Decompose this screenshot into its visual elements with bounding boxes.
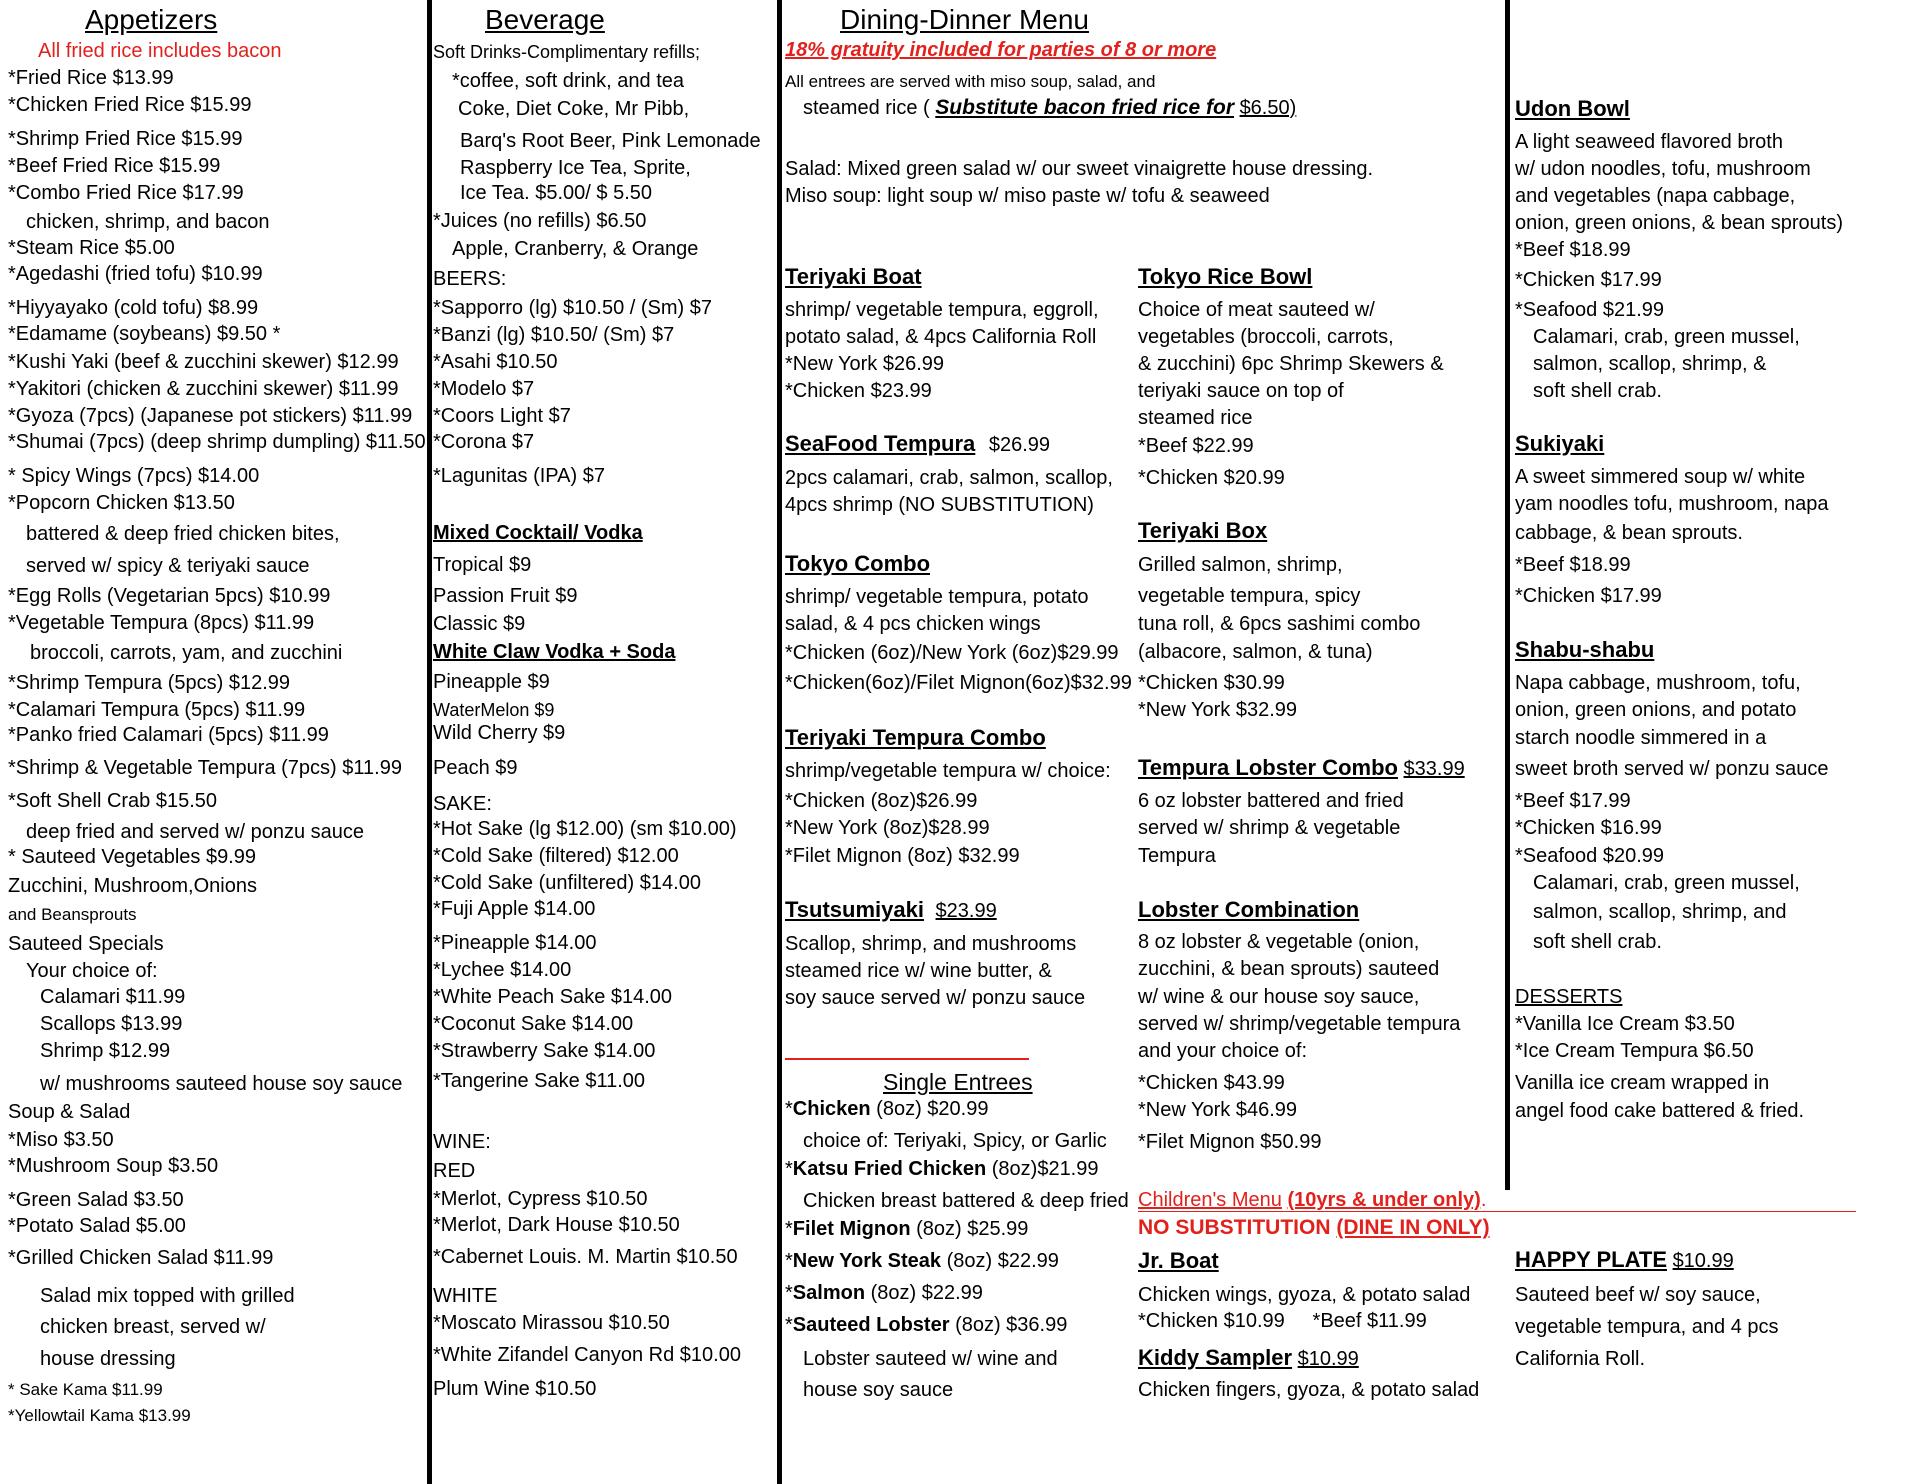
dish-desc: sweet broth served w/ ponzu sauce: [1515, 758, 1829, 780]
dish-desc: Chicken wings, gyoza, & potato salad: [1138, 1284, 1471, 1306]
dish-heading: [785, 432, 1050, 457]
dish-desc: vegetable tempura, spicy: [1138, 585, 1361, 607]
dish-desc: soft shell crab.: [1533, 380, 1662, 402]
dish-price: *Seafood $20.99: [1515, 845, 1665, 867]
dish-desc: Vanilla ice cream wrapped in: [1515, 1072, 1770, 1094]
dish-price: *Chicken (6oz)/New York (6oz)$29.99: [785, 642, 1119, 664]
menu-item: *Merlot, Dark House $10.50: [433, 1214, 680, 1236]
menu-item: * Sauteed Vegetables $9.99: [8, 846, 256, 868]
dish-price: *Filet Mignon (8oz) $32.99: [785, 845, 1020, 867]
section-heading: DESSERTS: [1515, 986, 1623, 1008]
dish-desc: steamed rice w/ wine butter, &: [785, 960, 1052, 982]
entree: [785, 1249, 1059, 1273]
entree-price: (8oz) $25.99: [916, 1218, 1029, 1240]
menu-item: Scallops $13.99: [40, 1013, 183, 1035]
entree-desc: Lobster sauteed w/ wine and: [803, 1348, 1058, 1370]
dish-title: Tokyo Rice Bowl: [1138, 264, 1313, 289]
dish-heading: [1138, 1346, 1359, 1371]
dish-desc: Scallop, shrimp, and mushrooms: [785, 933, 1077, 955]
dish-title: Udon Bowl: [1515, 96, 1630, 121]
no-substitution-note: [1138, 1216, 1490, 1240]
dish-title: SeaFood Tempura: [785, 431, 976, 456]
dish-desc: vegetable tempura, and 4 pcs: [1515, 1316, 1779, 1338]
dish-desc: salmon, scallop, shrimp, and: [1533, 901, 1787, 923]
dish-desc: 8 oz lobster & vegetable (onion,: [1138, 931, 1420, 953]
dish-desc: shrimp/ vegetable tempura, eggroll,: [785, 299, 1099, 321]
dish-title: Tsutsumiyaki: [785, 897, 924, 922]
dish-price: *New York $26.99: [785, 353, 945, 375]
dish-desc: w/ wine & our house soy sauce,: [1138, 986, 1420, 1008]
dish-desc: cabbage, & bean sprouts.: [1515, 522, 1743, 544]
dish-desc: and your choice of:: [1138, 1040, 1307, 1062]
dish-price: *Beef $17.99: [1515, 790, 1631, 812]
dish-desc: salad, & 4 pcs chicken wings: [785, 613, 1041, 635]
dish-desc: Chicken fingers, gyoza, & potato salad: [1138, 1379, 1480, 1401]
dish-desc: shrimp/vegetable tempura w/ choice:: [785, 760, 1111, 782]
dish-desc: starch noodle simmered in a: [1515, 727, 1767, 749]
menu-item: *Shumai (7pcs) (deep shrimp dumpling) $11.50: [8, 431, 426, 453]
dish-heading: [785, 898, 997, 923]
menu-item-desc: Your choice of:: [26, 960, 158, 982]
dish-desc: and vegetables (napa cabbage,: [1515, 185, 1796, 207]
menu-item: *Egg Rolls (Vegetarian 5pcs) $10.99: [8, 585, 331, 607]
dish-title: Jr. Boat: [1138, 1248, 1219, 1273]
menu-item-desc: battered & deep fried chicken bites,: [26, 523, 340, 545]
menu-item-desc: *coffee, soft drink, and tea: [452, 70, 685, 92]
menu-item-desc: and Beansprouts: [8, 905, 137, 924]
menu-item: *Cabernet Louis. M. Martin $10.50: [433, 1246, 738, 1268]
menu-item: *Lychee $14.00: [433, 959, 572, 981]
dish-price: *Chicken $10.99 *Beef $11.99: [1138, 1310, 1427, 1332]
entree-name: Salmon: [792, 1282, 866, 1304]
menu-item: * Spicy Wings (7pcs) $14.00: [8, 465, 260, 487]
section-heading: WHITE: [433, 1285, 498, 1307]
menu-item: *Kushi Yaki (beef & zucchini skewer) $12.99: [8, 351, 399, 373]
menu-item: *Merlot, Cypress $10.50: [433, 1188, 648, 1210]
menu-item-desc: Salad mix topped with grilled: [40, 1285, 295, 1307]
dish-desc: Calamari, crab, green mussel,: [1533, 326, 1800, 348]
section-heading: SAKE:: [433, 793, 492, 815]
menu-item: *Grilled Chicken Salad $11.99: [8, 1247, 274, 1269]
section-heading: Mixed Cocktail/ Vodka: [433, 522, 643, 544]
menu-item-desc: Coke, Diet Coke, Mr Pibb,: [458, 98, 690, 120]
dish-price: *Chicken $30.99: [1138, 672, 1285, 694]
dish-desc: A light seaweed flavored broth: [1515, 131, 1783, 153]
menu-item: * Sake Kama $11.99: [8, 1380, 163, 1399]
dish-desc: Tempura: [1138, 845, 1216, 867]
dish-desc: teriyaki sauce on top of: [1138, 380, 1344, 402]
dish-desc: Calamari, crab, green mussel,: [1533, 872, 1800, 894]
dish-desc: Choice of meat sauteed w/: [1138, 299, 1375, 321]
dish-title: Shabu-shabu: [1515, 637, 1655, 662]
dish-desc: onion, green onions, & bean sprouts): [1515, 212, 1843, 234]
dish-price: *Filet Mignon $50.99: [1138, 1131, 1322, 1153]
divider: [785, 1058, 1029, 1060]
menu-item: Ice Tea. $5.00/ $ 5.50: [460, 182, 653, 204]
menu-item: *Banzi (lg) $10.50/ (Sm) $7: [433, 324, 675, 346]
menu-item: *Beef Fried Rice $15.99: [8, 155, 221, 177]
dish-desc: tuna roll, & 6pcs sashimi combo: [1138, 613, 1421, 635]
bacon-substitute-price: $6.50): [1239, 97, 1297, 119]
dish-desc: (albacore, salmon, & tuna): [1138, 641, 1373, 663]
menu-item: *Calamari Tempura (5pcs) $11.99: [8, 699, 306, 721]
entree-star: *: [785, 1158, 793, 1180]
dish-desc: & zucchini) 6pc Shrimp Skewers &: [1138, 353, 1444, 375]
menu-item: *Edamame (soybeans) $9.50 *: [8, 323, 281, 345]
menu-item: *Corona $7: [433, 431, 535, 453]
section-heading: WINE:: [433, 1131, 491, 1153]
menu-item: *Hot Sake (lg $12.00) (sm $10.00): [433, 818, 737, 840]
dish-title: Kiddy Sampler: [1138, 1345, 1293, 1370]
menu-item: *Shrimp & Vegetable Tempura (7pcs) $11.99: [8, 757, 402, 779]
section-heading: White Claw Vodka + Soda: [433, 641, 676, 663]
menu-item: *Juices (no refills) $6.50: [433, 210, 647, 232]
no-substitution: NO SUBSTITUTION: [1138, 1216, 1331, 1239]
menu-item: Pineapple $9: [433, 671, 550, 693]
dish-desc: A sweet simmered soup w/ white: [1515, 466, 1806, 488]
menu-item: Classic $9: [433, 613, 526, 635]
menu-item: *Lagunitas (IPA) $7: [433, 465, 605, 487]
menu-item: Shrimp $12.99: [40, 1040, 171, 1062]
menu-item: Tropical $9: [433, 554, 532, 576]
entree-name: Sauteed Lobster: [792, 1314, 950, 1336]
childrens-menu-heading: [1138, 1188, 1486, 1212]
menu-item: *Popcorn Chicken $13.50: [8, 492, 235, 514]
dish-price: *Ice Cream Tempura $6.50: [1515, 1040, 1754, 1062]
menu-item: Plum Wine $10.50: [433, 1378, 597, 1400]
entree-name: Katsu Fried Chicken: [792, 1158, 987, 1180]
dish-desc: served w/ shrimp & vegetable: [1138, 817, 1401, 839]
menu-item-desc: deep fried and served w/ ponzu sauce: [26, 821, 364, 843]
menu-item: *Pineapple $14.00: [433, 932, 597, 954]
dinner-title: Dining-Dinner Menu: [840, 4, 1090, 35]
menu-item: *Combo Fried Rice $17.99: [8, 182, 244, 204]
menu-item: *Moscato Mirassou $10.50: [433, 1312, 670, 1334]
dish-title: HAPPY PLATE: [1515, 1247, 1667, 1272]
menu-item: *Hiyyayako (cold tofu) $8.99: [8, 297, 259, 319]
dish-price: *Chicken(6oz)/Filet Mignon(6oz)$32.99: [785, 672, 1132, 694]
menu-item: *Cold Sake (unfiltered) $14.00: [433, 872, 701, 894]
entree-name: Filet Mignon: [792, 1218, 911, 1240]
dinner-intro-part: steamed rice (: [803, 97, 930, 119]
dish-desc: 4pcs shrimp (NO SUBSTITUTION): [785, 494, 1094, 516]
menu-item: Calamari $11.99: [40, 986, 186, 1008]
menu-item: *White Peach Sake $14.00: [433, 986, 673, 1008]
dish-price: *Chicken $23.99: [785, 380, 932, 402]
menu-item-desc: Raspberry Ice Tea, Sprite,: [460, 157, 691, 179]
dish-price: $33.99: [1403, 758, 1465, 780]
menu-item: Peach $9: [433, 757, 518, 779]
dish-desc: onion, green onions, and potato: [1515, 699, 1797, 721]
entree: [785, 1313, 1067, 1337]
entree-price: (8oz) $22.99: [870, 1282, 983, 1304]
dish-price: *Vanilla Ice Cream $3.50: [1515, 1013, 1735, 1035]
column-divider: [777, 0, 782, 1484]
menu-item: *Green Salad $3.50: [8, 1189, 184, 1211]
entree-name: New York Steak: [792, 1250, 942, 1272]
section-heading: Sauteed Specials: [8, 933, 164, 955]
entree: [785, 1157, 1099, 1181]
menu-item: *Yakitori (chicken & zucchini skewer) $11.99: [8, 378, 399, 400]
dish-price: *Beef $18.99: [1515, 239, 1631, 261]
dish-title: Sukiyaki: [1515, 431, 1605, 456]
dish-desc: shrimp/ vegetable tempura, potato: [785, 586, 1089, 608]
menu-item: *Coors Light $7: [433, 405, 571, 427]
dish-desc: vegetables (broccoli, carrots,: [1138, 326, 1394, 348]
appetizers-title: Appetizers: [85, 4, 218, 35]
dinner-intro-2: [803, 96, 1296, 120]
section-heading: Soup & Salad: [8, 1101, 131, 1123]
menu-item: Passion Fruit $9: [433, 585, 578, 607]
menu-item-desc: Zucchini, Mushroom,Onions: [8, 875, 257, 897]
menu-item: *Agedashi (fried tofu) $10.99: [8, 263, 263, 285]
menu-item: *Strawberry Sake $14.00: [433, 1040, 656, 1062]
dish-desc: potato salad, & 4pcs California Roll: [785, 326, 1097, 348]
entree-price: (8oz) $22.99: [946, 1250, 1059, 1272]
menu-item: *Vegetable Tempura (8pcs) $11.99: [8, 612, 315, 634]
dish-price: *Chicken (8oz)$26.99: [785, 790, 978, 812]
dish-title: Teriyaki Box: [1138, 518, 1268, 543]
dish-title: Lobster Combination: [1138, 897, 1360, 922]
entree-star: *: [785, 1218, 793, 1240]
entree: [785, 1097, 988, 1121]
dish-desc: yam noodles tofu, mushroom, napa: [1515, 493, 1829, 515]
column-divider: [427, 0, 432, 1484]
dish-price: $10.99: [1297, 1348, 1359, 1370]
dish-desc: steamed rice: [1138, 407, 1253, 429]
menu-item: *White Zifandel Canyon Rd $10.00: [433, 1344, 741, 1366]
menu-item: *Shrimp Tempura (5pcs) $12.99: [8, 672, 290, 694]
dish-price: *Chicken $17.99: [1515, 585, 1662, 607]
dish-price: *Chicken $43.99: [1138, 1072, 1285, 1094]
entree-desc: choice of: Teriyaki, Spicy, or Garlic: [803, 1130, 1107, 1152]
dish-desc: soft shell crab.: [1533, 931, 1662, 953]
dish-desc: salmon, scallop, shrimp, &: [1533, 353, 1767, 375]
menu-item: Wild Cherry $9: [433, 722, 566, 744]
bacon-substitute-note: Substitute bacon fried rice for: [935, 96, 1234, 119]
entree-star: *: [785, 1314, 793, 1336]
menu-item: *Cold Sake (filtered) $12.00: [433, 845, 679, 867]
menu-item: *Asahi $10.50: [433, 351, 558, 373]
dish-desc: Sauteed beef w/ soy sauce,: [1515, 1284, 1761, 1306]
menu-item: *Fried Rice $13.99: [8, 67, 174, 89]
dish-desc: 2pcs calamari, crab, salmon, scallop,: [785, 467, 1113, 489]
entree: [785, 1217, 1028, 1241]
entree-price: (8oz) $36.99: [955, 1314, 1068, 1336]
entree: [785, 1281, 983, 1305]
dish-price: *Beef $18.99: [1515, 554, 1631, 576]
menu-item: Soft Drinks-Complimentary refills;: [433, 42, 701, 62]
beverage-title: Beverage: [485, 4, 605, 35]
dish-price: *New York $46.99: [1138, 1099, 1298, 1121]
entree-desc: house soy sauce: [803, 1379, 954, 1401]
childrens-dot: .: [1480, 1189, 1487, 1211]
menu-item: *Mushroom Soup $3.50: [8, 1155, 219, 1177]
column-divider: [1505, 0, 1510, 1190]
dish-title: Tempura Lobster Combo: [1138, 755, 1398, 780]
gratuity-note: 18% gratuity included for parties of 8 or more: [785, 39, 1217, 61]
dish-desc: soy sauce served w/ ponzu sauce: [785, 987, 1086, 1009]
dish-price: *Beef $22.99: [1138, 435, 1254, 457]
dish-desc: Grilled salmon, shrimp,: [1138, 554, 1343, 576]
menu-item: *Yellowtail Kama $13.99: [8, 1406, 191, 1425]
divider: [1138, 1211, 1856, 1212]
dish-heading: [1138, 756, 1465, 781]
menu-item: *Shrimp Fried Rice $15.99: [8, 128, 243, 150]
menu-item-desc: broccoli, carrots, yam, and zucchini: [30, 642, 343, 664]
menu-item: *Potato Salad $5.00: [8, 1215, 186, 1237]
menu-item: *Fuji Apple $14.00: [433, 898, 596, 920]
dish-price: *New York $32.99: [1138, 699, 1298, 721]
menu-item-desc: w/ mushrooms sauteed house soy sauce: [40, 1073, 403, 1095]
childrens-age-note: (10yrs & under only): [1287, 1189, 1481, 1211]
menu-item-desc: chicken, shrimp, and bacon: [26, 211, 270, 233]
dish-desc: w/ udon noodles, tofu, mushroom: [1515, 158, 1811, 180]
entree-star: *: [785, 1250, 793, 1272]
dish-price: *Chicken $16.99: [1515, 817, 1662, 839]
entree-star: *: [785, 1282, 793, 1304]
childrens-menu-title: Children's Menu: [1138, 1189, 1282, 1211]
dish-desc: 6 oz lobster battered and fried: [1138, 790, 1404, 812]
appetizers-note: All fried rice includes bacon: [38, 40, 282, 62]
dish-desc: zucchini, & bean sprouts) sauteed: [1138, 958, 1440, 980]
dish-desc: angel food cake battered & fried.: [1515, 1100, 1805, 1122]
menu-item: *Steam Rice $5.00: [8, 237, 175, 259]
dine-in-only: (DINE IN ONLY): [1336, 1216, 1490, 1239]
menu-item-desc: chicken breast, served w/: [40, 1316, 266, 1338]
menu-item: *Tangerine Sake $11.00: [433, 1070, 646, 1092]
dish-desc: served w/ shrimp/vegetable tempura: [1138, 1013, 1461, 1035]
menu-item: *Miso $3.50: [8, 1129, 114, 1151]
dish-title: Tokyo Combo: [785, 551, 931, 576]
dish-desc: Napa cabbage, mushroom, tofu,: [1515, 672, 1801, 694]
dish-title: Teriyaki Boat: [785, 264, 922, 289]
single-entrees-title: Single Entrees: [883, 1069, 1033, 1095]
menu-item: *Chicken Fried Rice $15.99: [8, 94, 252, 116]
menu-item: *Panko fried Calamari (5pcs) $11.99: [8, 724, 329, 746]
menu-item: *Sapporro (lg) $10.50 / (Sm) $7: [433, 297, 713, 319]
dish-price: *Chicken $20.99: [1138, 467, 1285, 489]
dish-price: *Seafood $21.99: [1515, 299, 1665, 321]
section-heading: RED: [433, 1160, 476, 1182]
entree-desc: Chicken breast battered & deep fried: [803, 1190, 1129, 1212]
menu-item: *Gyoza (7pcs) (Japanese pot stickers) $11.99: [8, 405, 413, 427]
dish-price: $10.99: [1672, 1250, 1734, 1272]
entree-name: Chicken: [792, 1098, 871, 1120]
entree-price: (8oz) $20.99: [876, 1098, 989, 1120]
menu-item: *Modelo $7: [433, 378, 535, 400]
dish-title: Teriyaki Tempura Combo: [785, 725, 1046, 750]
miso-desc: Miso soup: light soup w/ miso paste w/ tofu & seaweed: [785, 185, 1270, 207]
menu-item-desc: Apple, Cranberry, & Orange: [452, 238, 699, 260]
dinner-intro: All entrees are served with miso soup, salad, and: [785, 72, 1156, 91]
menu-item-desc: house dressing: [40, 1348, 176, 1370]
dish-price: $26.99: [988, 434, 1051, 456]
menu-item: *Soft Shell Crab $15.50: [8, 790, 218, 812]
menu-item-desc: served w/ spicy & teriyaki sauce: [26, 555, 310, 577]
dish-heading: [1515, 1248, 1734, 1273]
dish-price: *New York (8oz)$28.99: [785, 817, 990, 839]
menu-item: WaterMelon $9: [433, 700, 555, 720]
dish-price: *Chicken $17.99: [1515, 269, 1662, 291]
entree-star: *: [785, 1098, 793, 1120]
menu-item-desc: Barq's Root Beer, Pink Lemonade: [460, 130, 761, 152]
dish-price: $23.99: [935, 900, 997, 922]
salad-desc: Salad: Mixed green salad w/ our sweet vinaigrette house dressing.: [785, 158, 1374, 180]
dish-desc: California Roll.: [1515, 1348, 1646, 1370]
menu-item: *Coconut Sake $14.00: [433, 1013, 634, 1035]
entree-price: (8oz)$21.99: [991, 1158, 1099, 1180]
section-heading: BEERS:: [433, 268, 507, 290]
